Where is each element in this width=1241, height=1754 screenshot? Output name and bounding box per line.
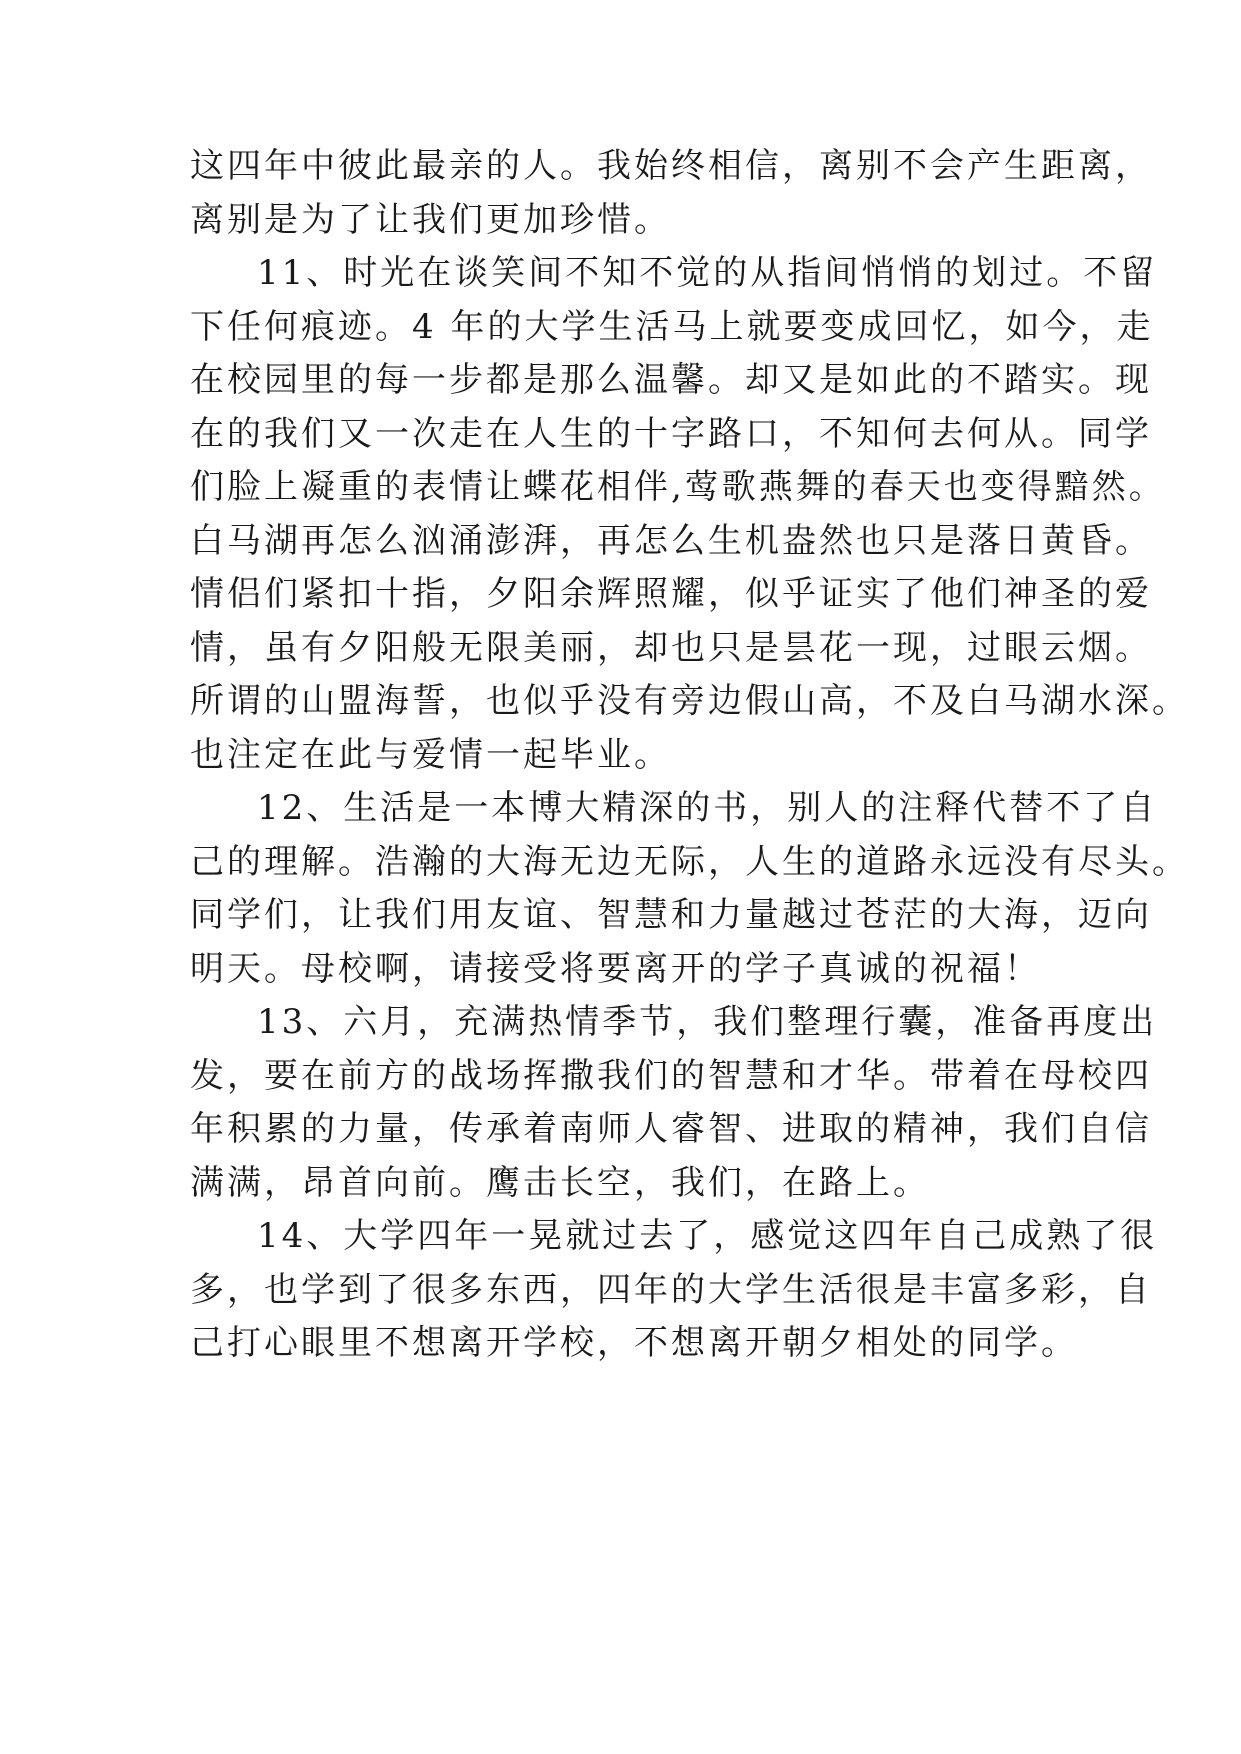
paragraph-line: 这四年中彼此最亲的人。我始终相信，离别不会产生距离， xyxy=(190,146,1152,186)
paragraph-line: 同学们，让我们用友谊、智慧和力量越过苍茫的大海，迈向 xyxy=(190,895,1152,935)
paragraph-line: 多，也学到了很多东西，四年的大学生活很是丰富多彩，自 xyxy=(190,1270,1152,1310)
paragraph-line: 在校园里的每一步都是那么温馨。却又是如此的不踏实。现 xyxy=(190,360,1152,400)
paragraph-line: 14、大学四年一晃就过去了，感觉这四年自己成熟了很 xyxy=(257,1216,1158,1256)
paragraph-line: 所谓的山盟海誓，也似乎没有旁边假山高，不及白马湖水深。 xyxy=(190,681,1189,721)
paragraph-line: 满满，昂首向前。鹰击长空，我们，在路上。 xyxy=(190,1163,930,1203)
paragraph-line: 白马湖再怎么汹涌澎湃，再怎么生机盎然也只是落日黄昏。 xyxy=(190,521,1152,561)
paragraph-line: 13、六月，充满热情季节，我们整理行囊，准备再度出 xyxy=(257,1002,1158,1042)
paragraph-line: 发，要在前方的战场挥撒我们的智慧和才华。带着在母校四 xyxy=(190,1056,1152,1096)
paragraph-line: 情侣们紧扣十指，夕阳余辉照耀，似乎证实了他们神圣的爱 xyxy=(190,574,1152,614)
paragraph-line: 下任何痕迹。4 年的大学生活马上就要变成回忆，如今，走 xyxy=(190,307,1154,347)
paragraph-line: 己打心眼里不想离开学校，不想离开朝夕相处的同学。 xyxy=(190,1323,1078,1363)
paragraph-line: 也注定在此与爱情一起毕业。 xyxy=(190,735,671,775)
paragraph-line: 11、时光在谈笑间不知不觉的从指间悄悄的划过。不留 xyxy=(257,253,1158,293)
paragraph-line: 明天。母校啊，请接受将要离开的学子真诚的祝福！ xyxy=(190,949,1041,989)
paragraph-line: 离别是为了让我们更加珍惜。 xyxy=(190,200,671,240)
paragraph-line: 在的我们又一次走在人生的十字路口，不知何去何从。同学 xyxy=(190,414,1152,454)
paragraph-line: 年积累的力量，传承着南师人睿智、进取的精神，我们自信 xyxy=(190,1109,1152,1149)
paragraph-line: 们脸上凝重的表情让蝶花相伴,莺歌燕舞的春天也变得黯然。 xyxy=(190,467,1166,507)
paragraph-line: 己的理解。浩瀚的大海无边无际，人生的道路永远没有尽头。 xyxy=(190,842,1189,882)
paragraph-line: 情，虽有夕阳般无限美丽，却也只是昙花一现，过眼云烟。 xyxy=(190,628,1152,668)
paragraph-line: 12、生活是一本博大精深的书，别人的注释代替不了自 xyxy=(257,788,1158,828)
